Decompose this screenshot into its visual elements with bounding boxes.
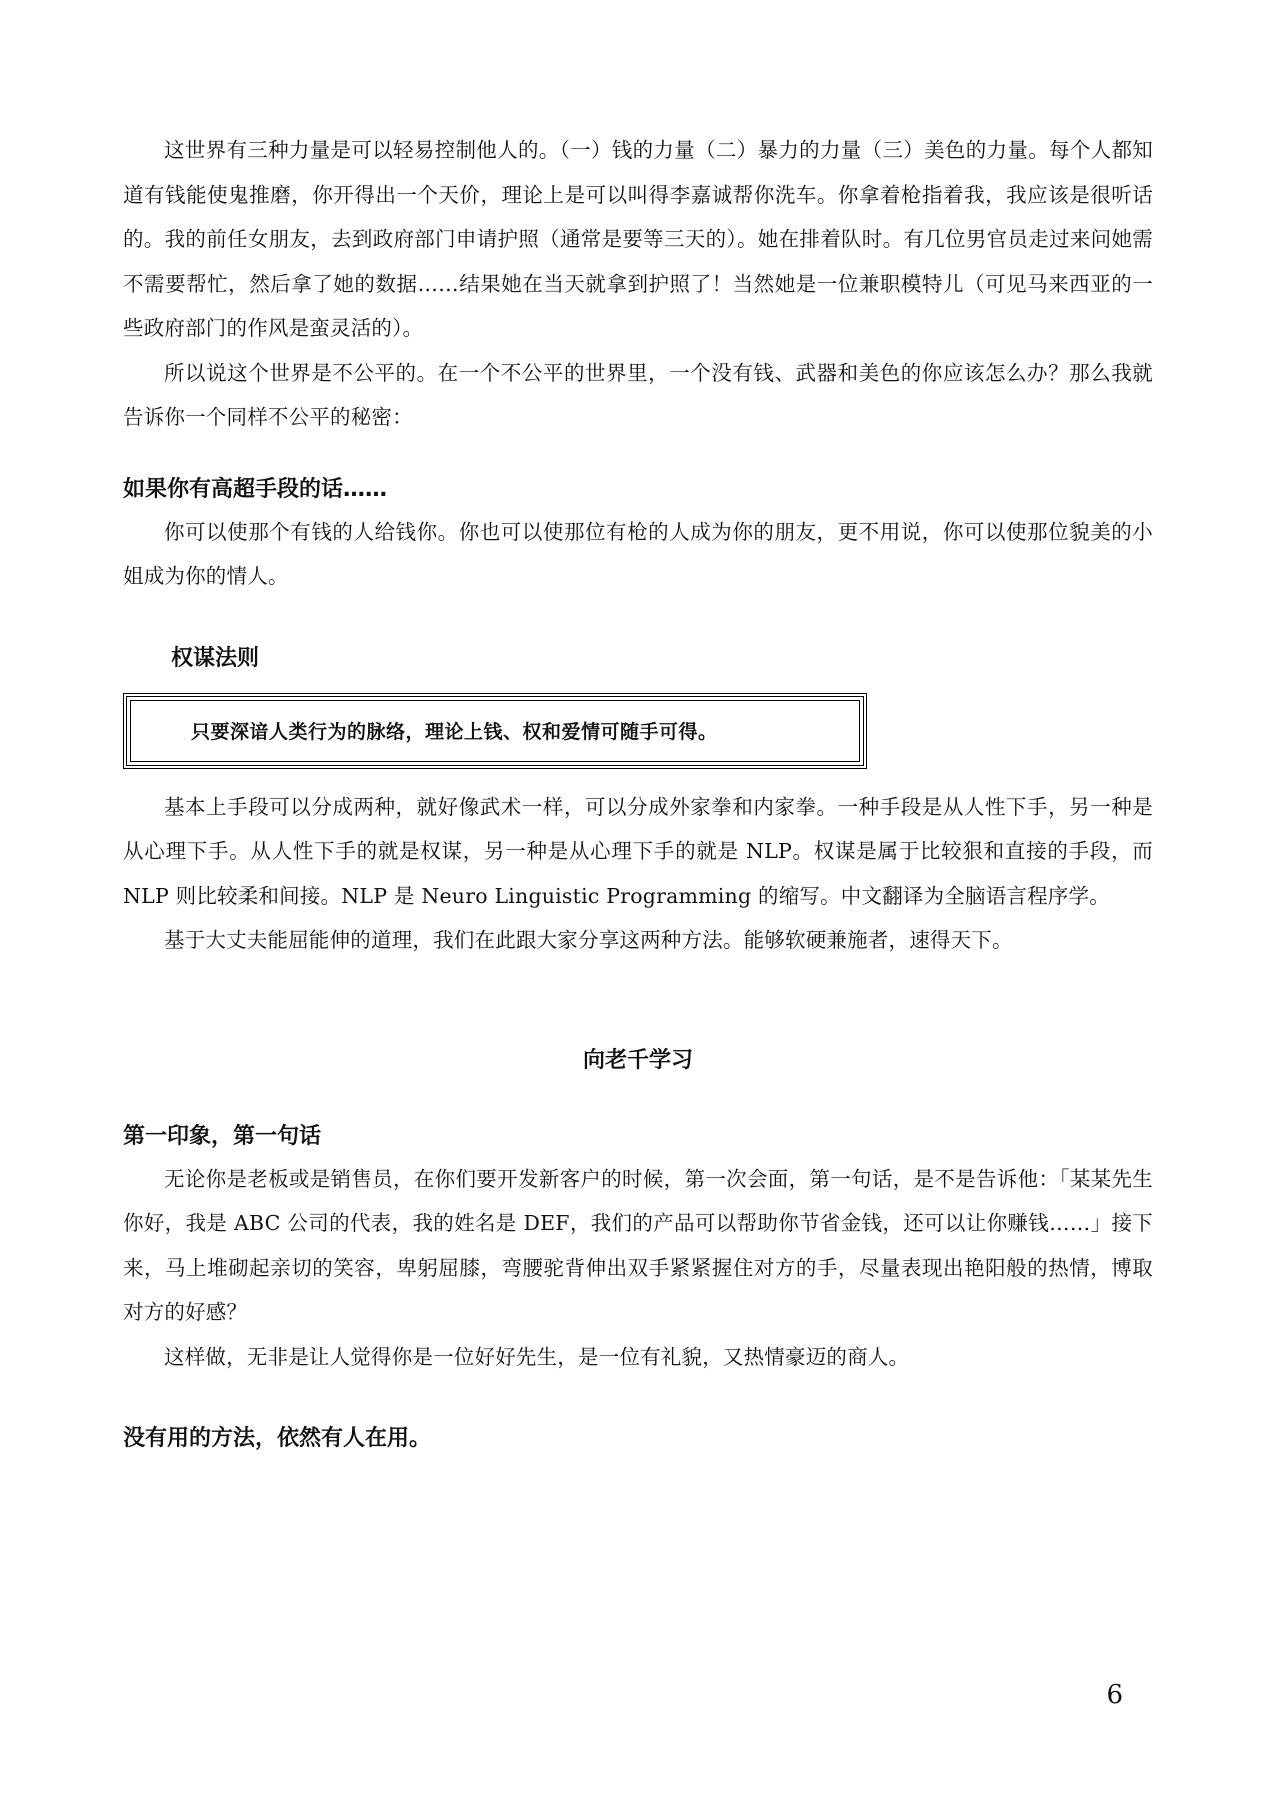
section-title-learn-from-cheats: 向老千学习 — [582, 1047, 693, 1073]
paragraph-share-methods: 基于大丈夫能屈能伸的道理，我们在此跟大家分享这两种方法。能够软硬兼施者，速得天下。 — [164, 928, 1013, 952]
heading-strategy-rule: 权谋法则 — [171, 645, 260, 671]
page-content — [123, 128, 1153, 1459]
paragraph-you-can: 你可以使那个有钱的人给钱你。你也可以使那位有枪的人成为你的朋友，更不用说，你可以使那位貌美的小姐成为你的情人。 — [123, 519, 1153, 588]
heading-first-impression: 第一印象，第一句话 — [123, 1123, 322, 1149]
page-number: 6 — [1106, 1680, 1123, 1710]
paragraph-three-powers: 这世界有三种力量是可以轻易控制他人的。（一）钱的力量（二）暴力的力量（三）美色的力量。每个人都知道有钱能使鬼推磨，你开得出一个天价，理论上是可以叫得李嘉诚帮你洗车。你拿着枪指着我，我应该是很听话的。我的前任女朋友，去到政府部门申请护照（通常是要等三天的）。她在排着队时。有几位男官员走过来问她需不需要帮忙，然后拿了她的数据……结果她在当天就拿到护照了！当然她是一位兼职模特儿（可见马来西亚的一些政府部门的作风是蛮灵活的）。 — [123, 138, 1153, 340]
paragraph-unfair-world: 所以说这个世界是不公平的。在一个不公平的世界里，一个没有钱、武器和美色的你应该怎么办？那么我就告诉你一个同样不公平的秘密： — [123, 360, 1153, 429]
paragraph-nice-guy: 这样做，无非是让人觉得你是一位好好先生，是一位有礼貌，又热情豪迈的商人。 — [164, 1344, 910, 1369]
rule-callout-box — [123, 693, 867, 769]
paragraph-two-methods: 基本上手段可以分成两种，就好像武术一样，可以分成外家拳和内家拳。一种手段是从人性下手，另一种是从心理下手。从人性下手的就是权谋，另一种是从心理下手的就是 NLP。权谋是属于比较狠和直接的手段，而 NLP 则比较柔和间接。NLP 是 Neuro Linguistic Programming 的缩写。中文翻译为全脑语言程序学。 — [123, 794, 1153, 908]
paragraph-new-client: 无论你是老板或是销售员，在你们要开发新客户的时候，第一次会面，第一句话，是不是告诉他：「某某先生你好，我是 ABC 公司的代表，我的姓名是 DEF，我们的产品可以帮助你节省金钱，还可以让你赚钱……」接下来，马上堆砌起亲切的笑容，卑躬屈膝，弯腰驼背伸出双手紧紧握住对方的手，尽量表现出艳阳般的热情，博取对方的好感？ — [123, 1166, 1153, 1324]
rule-callout-text: 只要深谙人类行为的脉络，理论上钱、权和爱情可随手可得。 — [191, 721, 718, 743]
heading-useless-method: 没有用的方法，依然有人在用。 — [123, 1426, 432, 1451]
heading-superior-means: 如果你有高超手段的话…… — [123, 476, 388, 502]
